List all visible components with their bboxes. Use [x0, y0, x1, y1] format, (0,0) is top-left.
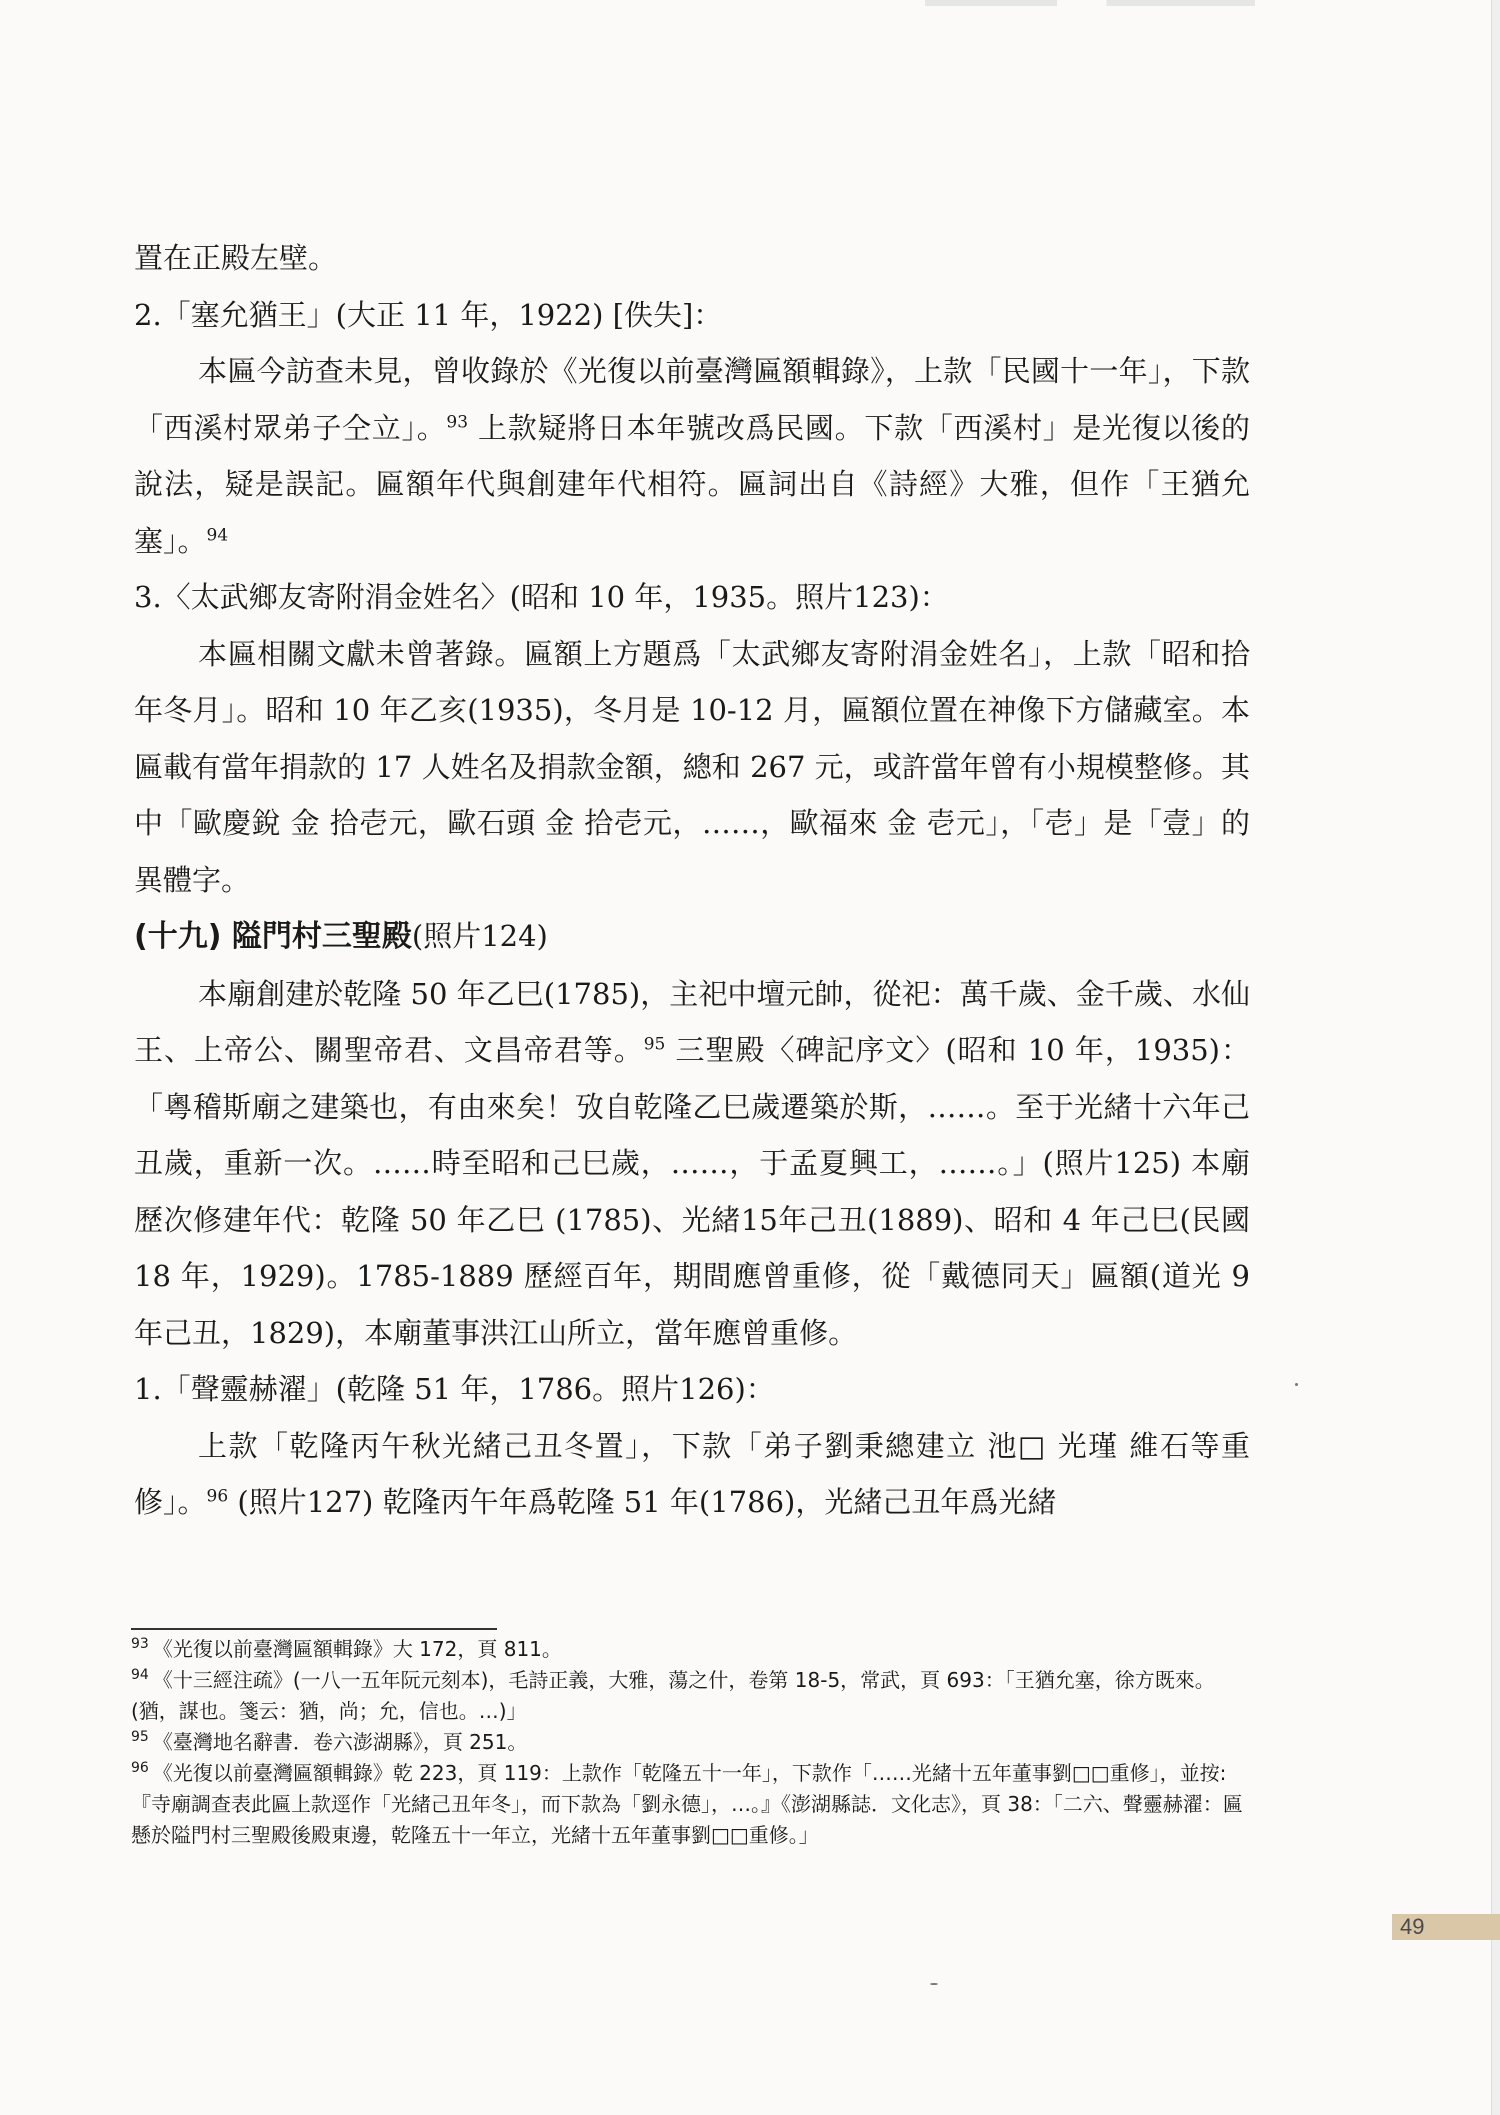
page-edge [1491, 0, 1500, 2115]
page-number: 49 [1392, 1914, 1500, 1940]
footnote-ref-94: 94 [206, 524, 229, 545]
section-heading [134, 908, 1250, 966]
scan-top-mark [925, 0, 1255, 6]
footnote-number: 93 [131, 1636, 149, 1653]
footnote-text: 《光復以前臺灣匾額輯錄》乾 223，頁 119：上款作「乾隆五十一年」，下款作「……光緒十五年董事劉□□重修」，並按:『寺廟調查表此匾上款逕作「光緒己丑年冬」，而下款為「劉永德」，…。』《澎湖縣誌．文化志》，頁 38：「二六、聲靈赫濯：匾懸於隘門村三聖殿後殿東邊，乾隆五十一年立，光緒十五年董事劉□□重修。」 [131, 1761, 1243, 1847]
footnote-text: 《十三經注疏》(一八一五年阮元刻本)，毛詩正義，大雅，蕩之什，卷第 18-5，常武，頁 693：「王猶允塞，徐方既來。(猶，謀也。箋云：猶，尚；允，信也。…)」 [131, 1668, 1215, 1723]
section-heading-photo: (照片124) [411, 919, 548, 953]
body-text [134, 230, 1250, 1531]
footnote-95 [131, 1727, 1256, 1758]
paragraph-2-text-b: 上款疑將日本年號改爲民國。下款「西溪村」是光復以後的說法，疑是誤記。匾額年代與創建年代相符。匾詞出自《詩經》大雅，但作「王猶允塞」。 [134, 410, 1250, 558]
footnotes [131, 1634, 1256, 1851]
footnote-ref-95: 95 [643, 1034, 666, 1055]
paragraph-2-text-a: 本匾今訪查未見，曾收錄於《光復以前臺灣匾額輯錄》，上款「民國十一年」，下款「西溪村眾弟子仝立」。 [134, 354, 1250, 445]
footnote-ref-93: 93 [446, 411, 469, 432]
paragraph-4-text-b: 三聖殿〈碑記序文〉(昭和 10 年，1935)：「粵稽斯廟之建築也，有由來矣！攷自乾隆乙巳歲遷築於斯，……。至于光緒十六年己丑歲，重新一次。……時至昭和己巳歲，……，于孟夏興工，……。」(照片125) 本廟歷次修建年代：乾隆 50 年乙巳 (1785)、光緒15年己丑(1889)、昭和 4 年己巳(民國 18 年，1929)。1785-1889 歷經百年，期間應曾重修，從「戴德同天」匾額(道光 9 年己丑，1829)，本廟董事洪江山所立，當年應曾重修。 [134, 1033, 1250, 1350]
paragraph-4 [134, 966, 1250, 1362]
footnote-93 [131, 1634, 1256, 1665]
paragraph-5-text-b: (照片127) 乾隆丙午年爲乾隆 51 年(1786)，光緒己丑年爲光緒 [228, 1485, 1057, 1519]
scan-speck [930, 1983, 938, 1985]
scan-speck [1295, 1383, 1298, 1386]
paragraph-5-text-a: 上款「乾隆丙午秋光緒己丑冬置」，下款「弟子劉秉總建立 池□ 光瑾 維石等重修」。 [134, 1428, 1250, 1519]
paragraph-1: 置在正殿左壁。 [134, 241, 338, 275]
footnote-number: 95 [131, 1729, 149, 1746]
paragraph-3: 本匾相關文獻未曾著錄。匾額上方題爲「太武鄉友寄附涓金姓名」，上款「昭和拾年冬月」。昭和 10 年乙亥(1935)，冬月是 10-12 月，匾額位置在神像下方儲藏室。本匾載有當年捐款的 17 人姓名及捐款金額，總和 267 元，或許當年曾有小規模整修。其中「歐慶銳 金 拾壱元，歐石頭 金 拾壱元，……，歐福來 金 壱元」，「壱」是「壹」的異體字。 [134, 636, 1250, 897]
section-heading-text: (十九) 隘門村三聖殿 [134, 919, 412, 954]
footnote-text: 《臺灣地名辭書．卷六澎湖縣》，頁 251。 [152, 1730, 528, 1754]
paragraph-5 [134, 1418, 1250, 1531]
paragraph-4-text-a: 本廟創建於乾隆 50 年乙巳(1785)，主祀中壇元帥，從祀：萬千歲、金千歲、水仙王、上帝公、關聖帝君、文昌帝君等。 [134, 976, 1250, 1067]
footnote-number: 94 [131, 1667, 149, 1684]
footnote-text: 《光復以前臺灣匾額輯錄》大 172，頁 811。 [152, 1637, 562, 1661]
footnote-96 [131, 1758, 1256, 1851]
footnote-divider [131, 1628, 497, 1630]
paragraph-2 [134, 343, 1250, 569]
footnote-number: 96 [131, 1760, 149, 1777]
footnote-94 [131, 1665, 1256, 1727]
item-3-title: 3.〈太武鄉友寄附涓金姓名〉(昭和 10 年，1935。照片123)： [134, 580, 949, 614]
footnote-ref-96: 96 [206, 1486, 229, 1507]
item-2-title: 2.「塞允猶王」(大正 11 年，1922) [佚失]： [134, 297, 723, 332]
item-1-title: 1.「聲靈赫濯」(乾隆 51 年，1786。照片126)： [134, 1372, 775, 1406]
